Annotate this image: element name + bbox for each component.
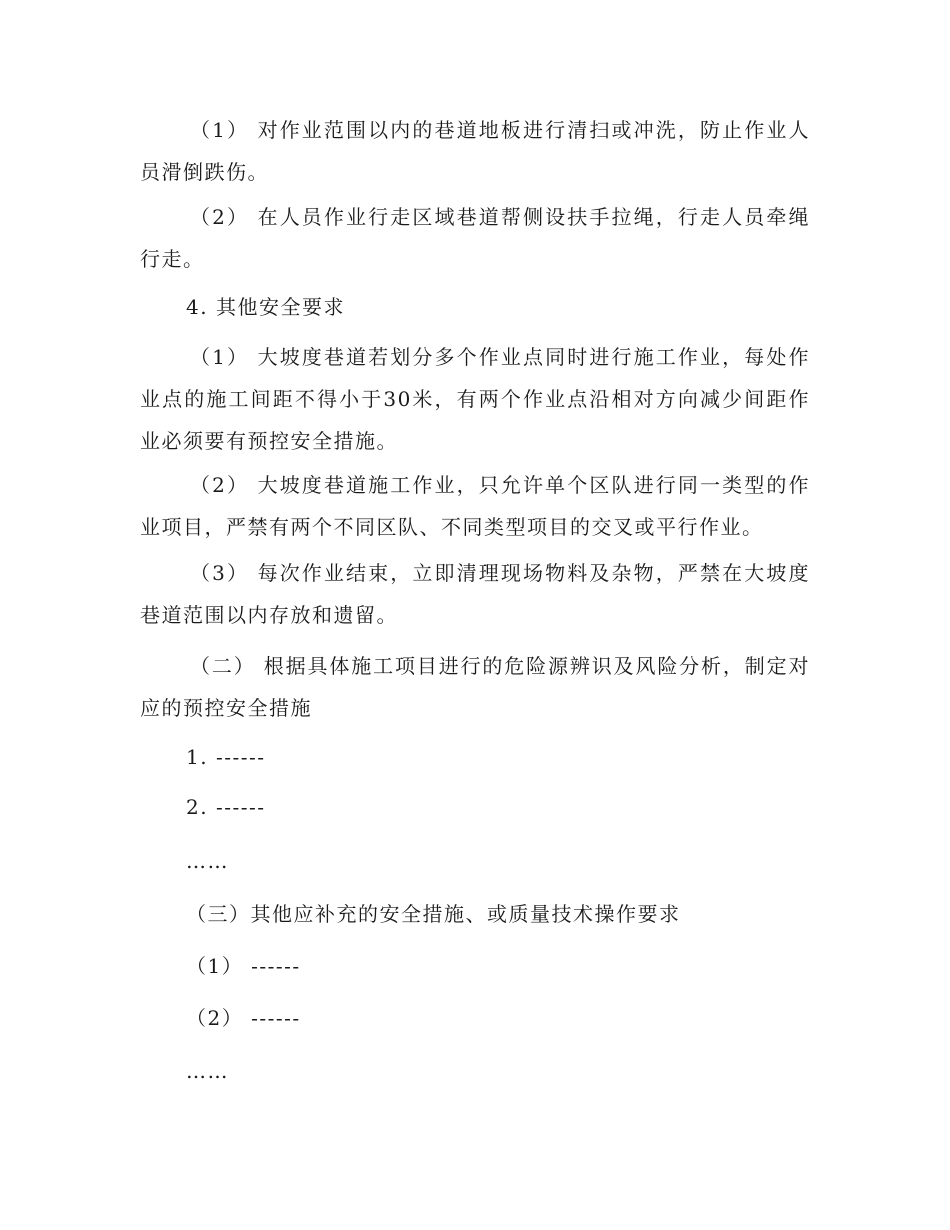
section-heading-other-measures: （三）其他应补充的安全措施、或质量技术操作要求 [186,902,681,926]
paragraph-handrail-rope: （2） 在人员作业行走区域巷道帮侧设扶手拉绳，行走人员牵绳行走。 [140,205,810,271]
section-heading-hazard-analysis: （二） 根据具体施工项目进行的危险源辨识及风险分析，制定对应的预控安全措施 [140,654,810,720]
list-item-1: 1. ------ [186,745,266,769]
paragraph-work-point-spacing: （1） 大坡度巷道若划分多个作业点同时进行施工作业，每处作业点的施工间距不得小于30米，有两个作业点沿相对方向减少间距作业必须要有预控安全措施。 [140,345,810,453]
list-item-paren-1: （1） ------ [186,954,301,978]
paragraph-cleanup-after-work: （3） 每次作业结束，立即清理现场物料及杂物，严禁在大坡度巷道范围以内存放和遗留。 [140,561,810,627]
paragraph-floor-cleaning: （1） 对作业范围以内的巷道地板进行清扫或冲洗，防止作业人员滑倒跌伤。 [140,118,810,184]
list-item-paren-2: （2） ------ [186,1006,301,1030]
ellipsis-1: …… [186,849,229,873]
heading-other-safety-requirements: 4. 其他安全要求 [186,295,345,319]
list-item-2: 2. ------ [186,795,266,819]
ellipsis-2: …… [186,1059,229,1083]
paragraph-single-team-work: （2） 大坡度巷道施工作业，只允许单个区队进行同一类型的作业项目，严禁有两个不同区队、不同类型项目的交叉或平行作业。 [140,473,810,539]
